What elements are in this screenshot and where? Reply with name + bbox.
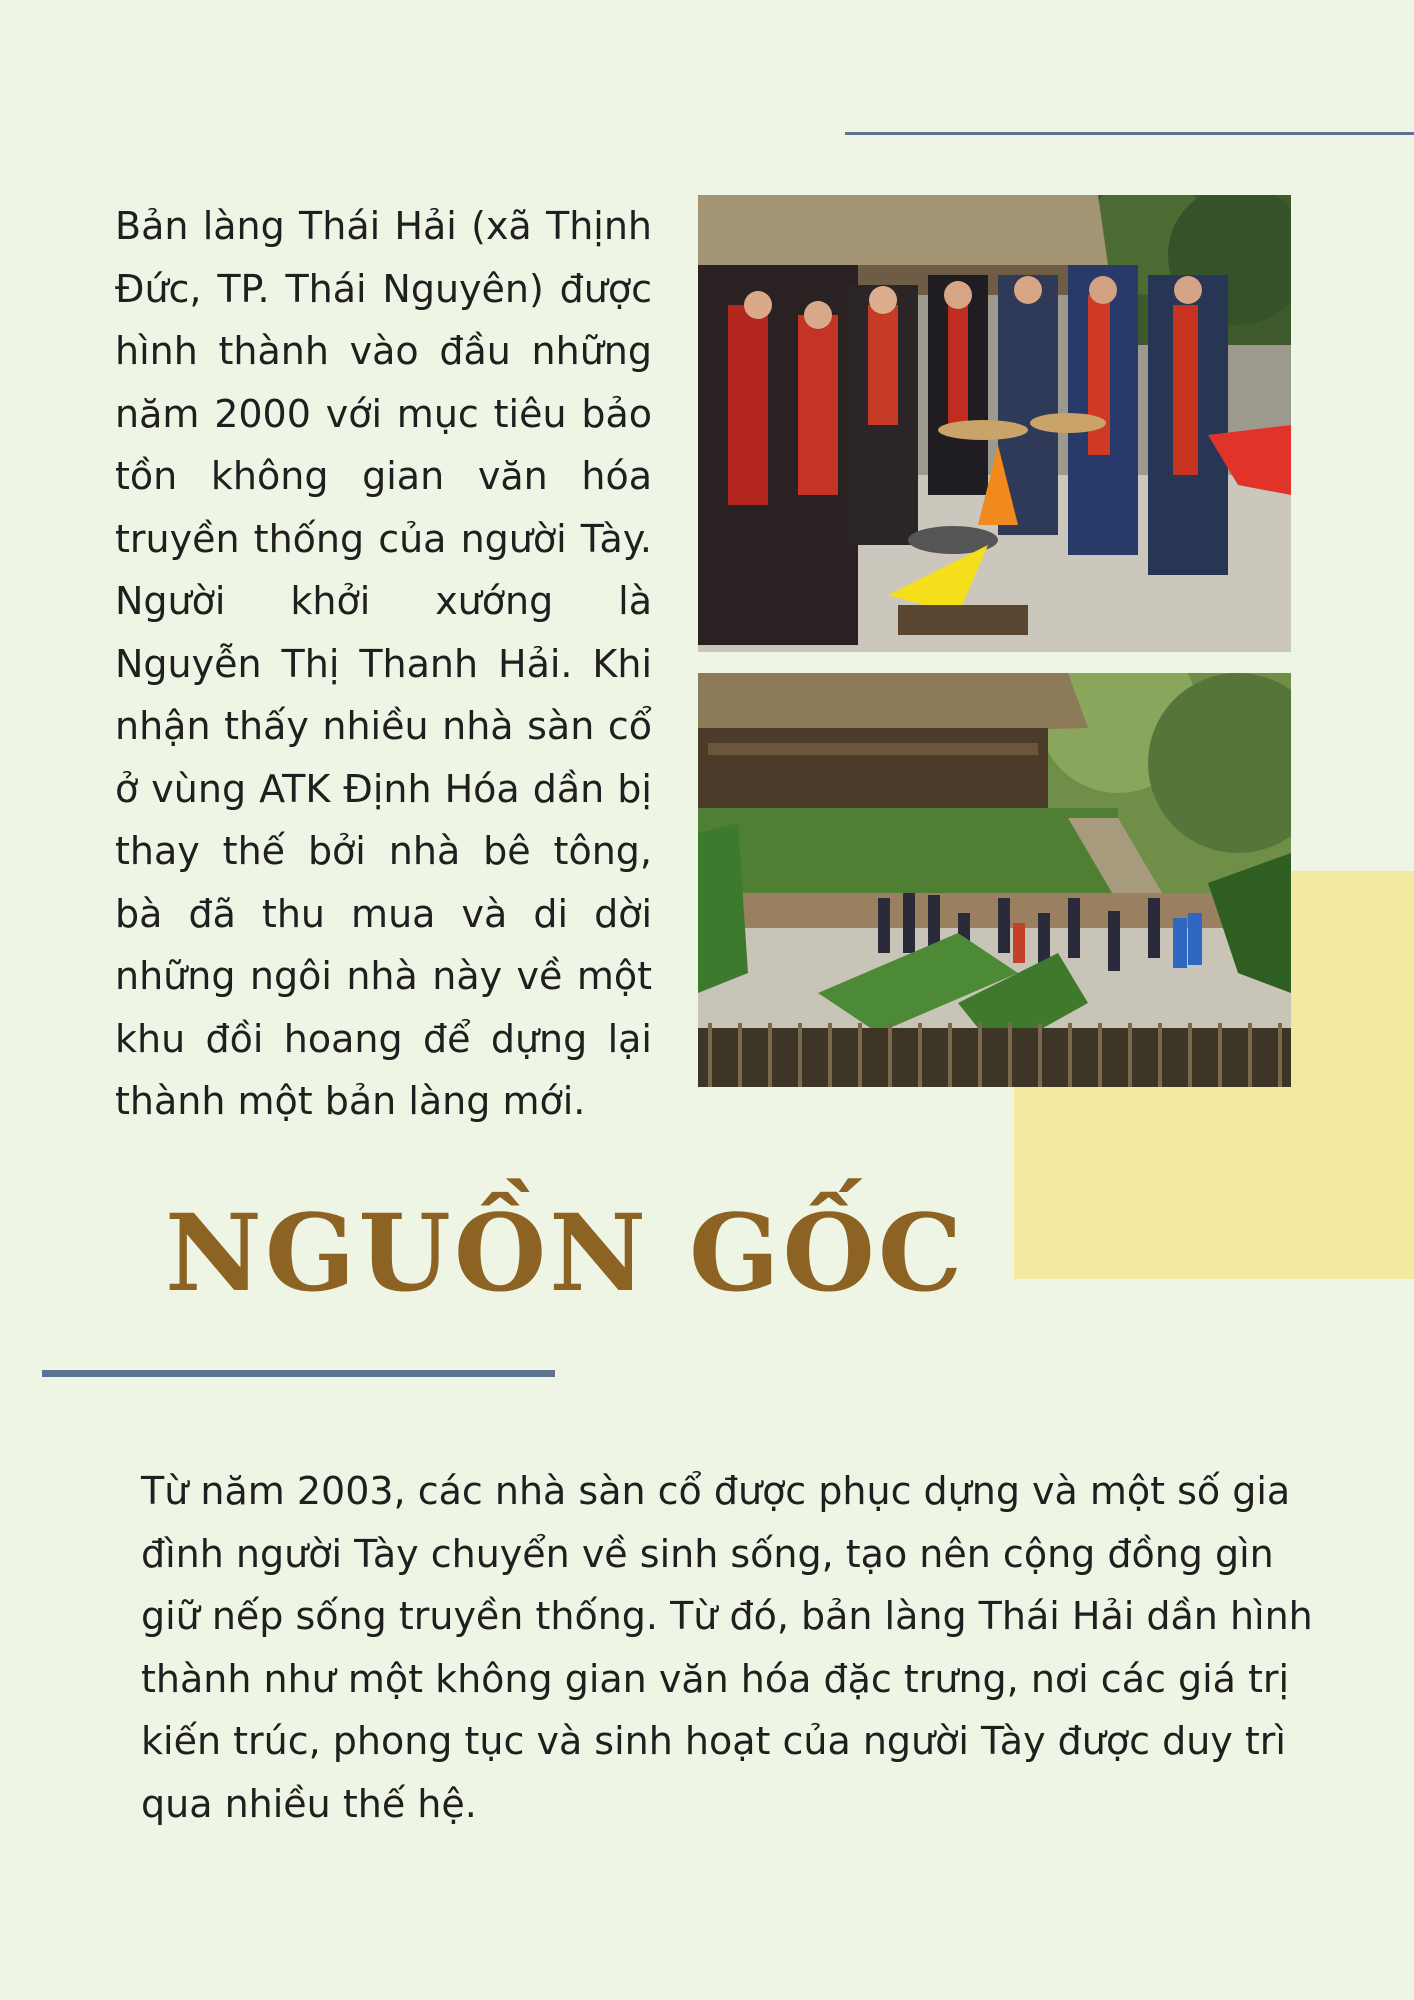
festival-photo bbox=[698, 195, 1291, 652]
section-paragraph: Từ năm 2003, các nhà sàn cổ được phục dựng và một số gia đình người Tày chuyển về sinh sống, tạo nên cộng đồng gìn giữ nếp sống truyền thống. Từ đó, bản làng Thái Hải dần hình thành như một không gian văn hóa đặc trưng, nơi các giá trị kiến trúc, phong tục và sinh hoạt của người Tày được duy trì qua nhiều thế hệ. bbox=[141, 1469, 1313, 1826]
village-dance-photo bbox=[698, 673, 1291, 1087]
intro-paragraph: Bản làng Thái Hải (xã Thịnh Đức, TP. Thái Nguyên) được hình thành vào đầu những năm 2000 với mục tiêu bảo tồn không gian văn hóa truyền thống của người Tày. Người khởi xướng là Nguyễn Thị Thanh Hải. Khi nhận thấy nhiều nhà sàn cổ ở vùng ATK Định Hóa dần bị thay thế bởi nhà bê tông, bà đã thu mua và di dời những ngôi nhà này về một khu đồi hoang để dựng lại thành một bản làng mới. bbox=[115, 204, 652, 1123]
top-divider-line bbox=[845, 132, 1414, 135]
heading-underline bbox=[42, 1370, 555, 1377]
section-heading: NGUỒN GỐC bbox=[165, 1190, 966, 1315]
